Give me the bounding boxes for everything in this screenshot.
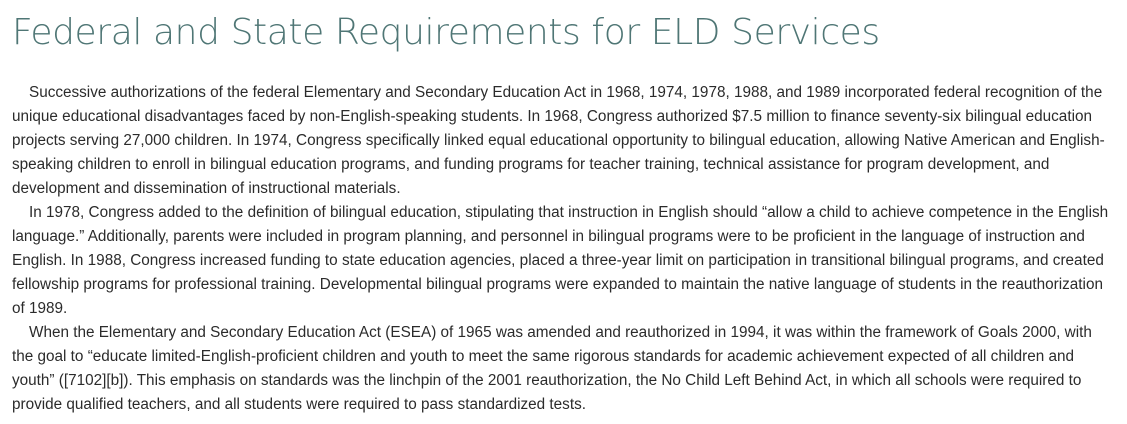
paragraph-2: In 1978, Congress added to the definition of bilingual education, stipulating that instruction in English should “allow a child to achieve competence in the English language.” Additionally, parents were included in program planning, and personnel in bilingual programs were to be proficient in the language of instruction and English. In 1988, Congress increased funding to state education agencies, placed a three-year limit on participation in transitional bilingual programs, and created fellowship programs for professional training. Developmental bilingual programs were expanded to maintain the native language of students in the reauthorization of 1989. bbox=[12, 204, 1109, 317]
page-title: Federal and State Requirements for ELD Services bbox=[12, 12, 880, 53]
paragraph-1: Successive authorizations of the federal Elementary and Secondary Education Act in 1968, 1974, 1978, 1988, and 1989 incorporated federal recognition of the unique educational disadvantages faced by non-English-speaking students. In 1968, Congress authorized $7.5 million to finance seventy-six bilingual education projects serving 27,000 children. In 1974, Congress specifically linked equal educational opportunity to bilingual education, allowing Native American and English-speaking children to enroll in bilingual education programs, and funding programs for teacher training, technical assistance for program development, and development and dissemination of instructional materials. bbox=[12, 84, 1105, 197]
article-body bbox=[12, 81, 1113, 417]
paragraph-3: When the Elementary and Secondary Education Act (ESEA) of 1965 was amended and reauthorized in 1994, it was within the framework of Goals 2000, with the goal to “educate limited-English-proficient children and youth to meet the same rigorous standards for academic achievement expected of all children and youth” ([7102][b]). This emphasis on standards was the linchpin of the 2001 reauthorization, the No Child Left Behind Act, in which all schools were required to provide qualified teachers, and all students were required to pass standardized tests. bbox=[12, 324, 1092, 413]
